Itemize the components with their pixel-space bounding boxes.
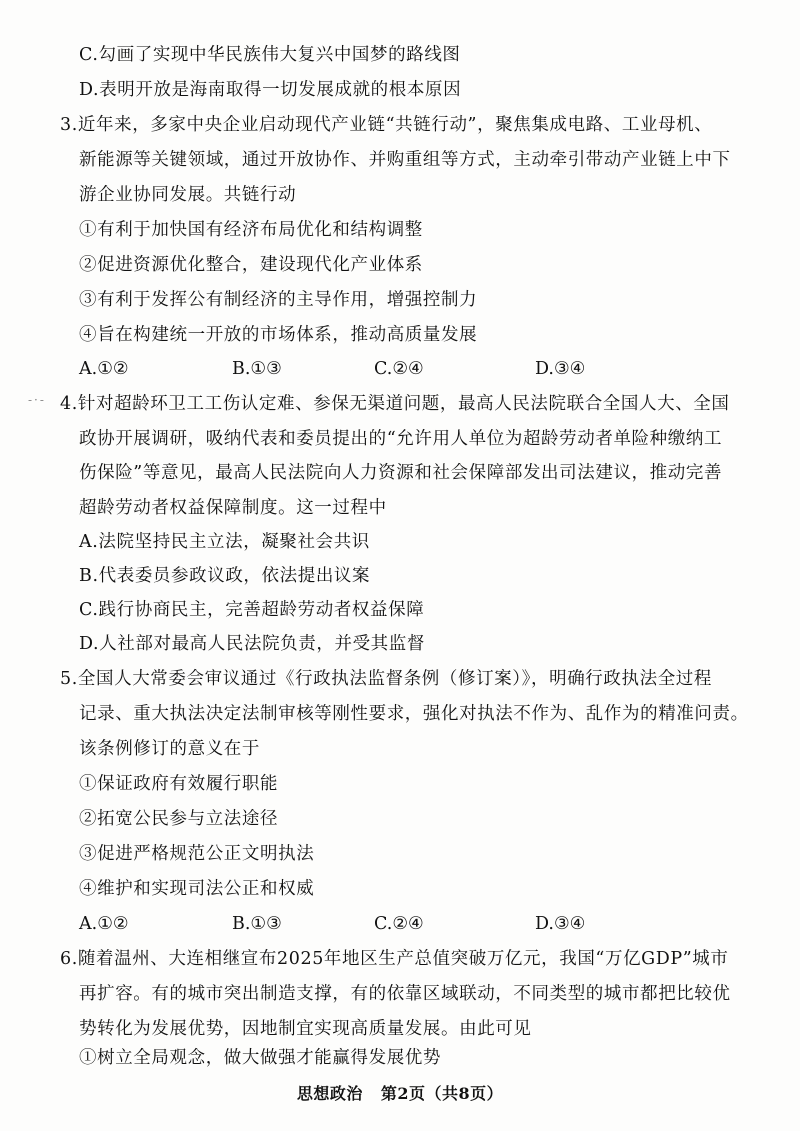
q5-stem-line-1: 5.全国人大常委会审议通过《行政执法监督条例（修订案）》，明确行政执法全过程 [60,669,712,689]
q3-stem-line-1: 3.近年来，多家中央企业启动现代产业链“共链行动”，聚焦集成电路、工业母机、 [60,115,713,135]
q3-stem-line-3: 游企业协同发展。共链行动 [79,185,297,205]
q5-item-4: ④维护和实现司法公正和权威 [79,879,315,899]
margin-mark: -·- [28,393,46,407]
footer-page-number: 第2页（共8页） [380,1084,504,1103]
q3-item-3: ③有利于发挥公有制经济的主导作用，增强控制力 [79,290,478,310]
q4-option-c: C.践行协商民主，完善超龄劳动者权益保障 [79,600,425,620]
q3-option-d: D.③④ [535,359,586,379]
q6-stem-line-3: 势转化为发展优势，因地制宜实现高质量发展。由此可见 [79,1019,532,1039]
q3-option-a: A.①② [79,359,129,379]
q6-item-1: ①树立全局观念，做大做强才能赢得发展优势 [79,1048,441,1068]
q5-option-d: D.③④ [535,914,586,934]
q5-option-a: A.①② [79,914,129,934]
q5-item-2: ②拓宽公民参与立法途径 [79,809,279,829]
q3-item-4: ④旨在构建统一开放的市场体系，推动高质量发展 [79,325,478,345]
page-footer [0,1081,800,1104]
footer-subject: 思想政治 [296,1084,363,1103]
q5-stem-line-2: 记录、重大执法决定法制审核等刚性要求，强化对执法不作为、乱作为的精准问责。 [79,704,749,724]
q3-stem-line-2: 新能源等关键领域，通过开放协作、并购重组等方式，主动牵引带动产业链上中下 [79,150,731,170]
q5-item-1: ①保证政府有效履行职能 [79,774,279,794]
q4-stem-line-2: 政协开展调研，吸纳代表和委员提出的“允许用人单位为超龄劳动者单险种缴纳工 [79,429,723,449]
q4-stem-line-4: 超龄劳动者权益保障制度。这一过程中 [79,498,387,518]
q3-option-b: B.①③ [232,359,282,379]
q4-option-a: A.法院坚持民主立法，凝聚社会共识 [79,532,370,552]
q4-option-b: B.代表委员参政议政，依法提出议案 [79,566,371,586]
q4-stem-line-1: 4.针对超龄环卫工工伤认定难、参保无渠道问题，最高人民法院联合全国人大、全国 [60,394,730,414]
q5-option-c: C.②④ [374,914,424,934]
q4-option-d: D.人社部对最高人民法院负责，并受其监督 [79,634,425,654]
q6-stem-line-2: 再扩容。有的城市突出制造支撑，有的依靠区域联动，不同类型的城市都把比较优 [79,984,731,1004]
q5-option-b: B.①③ [232,914,282,934]
q2-option-d: D.表明开放是海南取得一切发展成就的根本原因 [79,80,462,100]
q3-option-c: C.②④ [374,359,424,379]
q5-item-3: ③促进严格规范公正文明执法 [79,844,315,864]
q4-stem-line-3: 伤保险”等意见，最高人民法院向人力资源和社会保障部发出司法建议，推动完善 [79,463,723,483]
q5-stem-line-3: 该条例修订的意义在于 [79,739,260,759]
q3-item-1: ①有利于加快国有经济布局优化和结构调整 [79,220,423,240]
q6-stem-line-1: 6.随着温州、大连相继宣布2025年地区生产总值突破万亿元，我国“万亿GDP”城市 [60,949,729,969]
q3-item-2: ②促进资源优化整合，建设现代化产业体系 [79,255,423,275]
q2-option-c: C.勾画了实现中华民族伟大复兴中国梦的路线图 [79,45,461,65]
